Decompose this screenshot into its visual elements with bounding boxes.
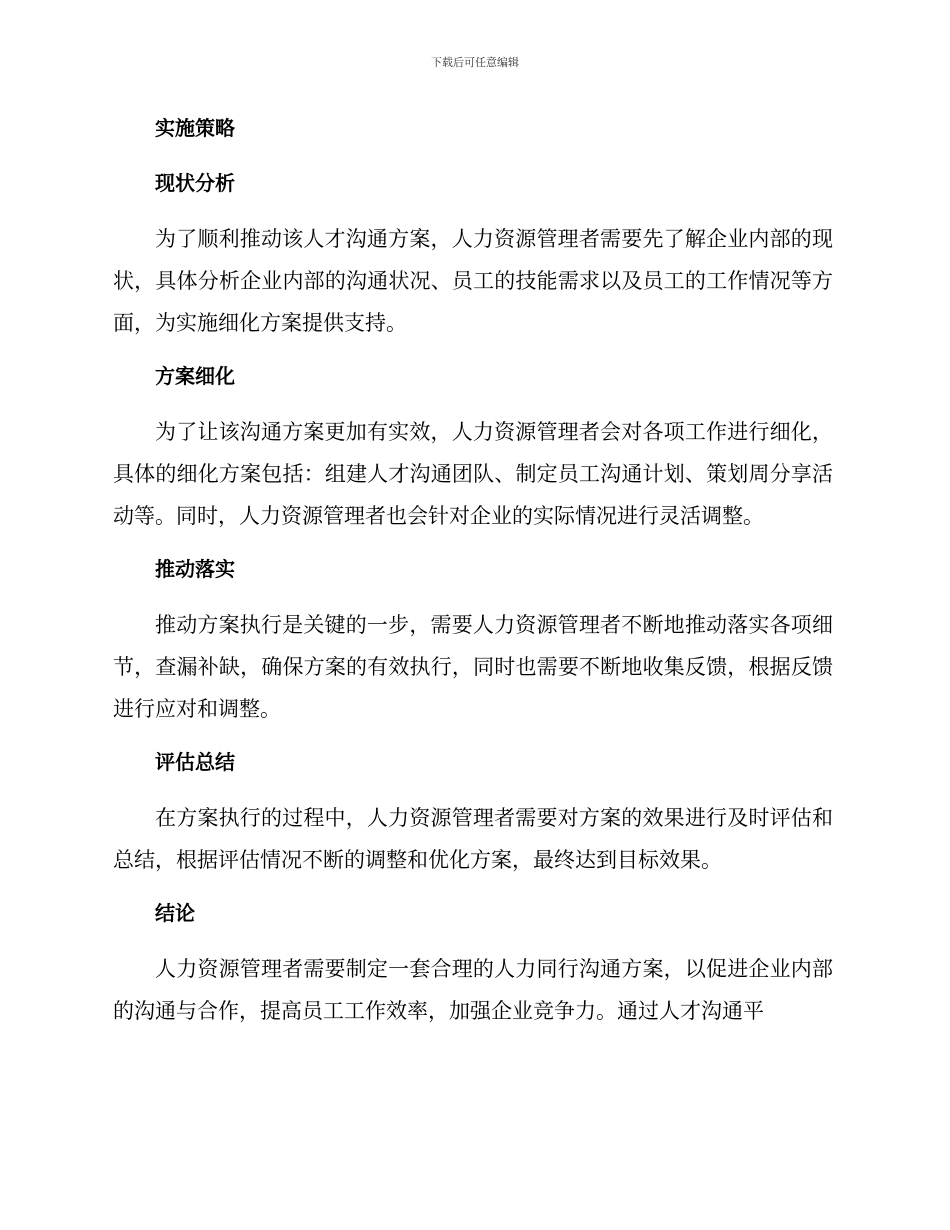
section-heading-plan-detail: 方案细化 — [155, 364, 235, 388]
section-body-evaluation: 在方案执行的过程中，人力资源管理者需要对方案的效果进行及时评估和总结，根据评估情况不断的调整和优化方案，最终达到目标效果。 — [113, 806, 833, 872]
section-heading-status-analysis: 现状分析 — [155, 171, 235, 195]
section-body-plan-detail: 为了让该沟通方案更加有实效，人力资源管理者会对各项工作进行细化，具体的细化方案包括：组建人才沟通团队、制定员工沟通计划、策划周分享活动等。同时，人力资源管理者也会针对企业的实际情况进行灵活调整。 — [113, 420, 833, 528]
section-heading-strategy: 实施策略 — [155, 116, 235, 140]
section-body-status-analysis: 为了顺利推动该人才沟通方案，人力资源管理者需要先了解企业内部的现状，具体分析企业内部的沟通状况、员工的技能需求以及员工的工作情况等方面，为实施细化方案提供支持。 — [113, 227, 833, 335]
section-heading-conclusion: 结论 — [155, 901, 195, 925]
header-note: 下载后可任意编辑 — [431, 56, 519, 69]
section-body-implementation: 推动方案执行是关键的一步，需要人力资源管理者不断地推动落实各项细节，查漏补缺，确保方案的有效执行，同时也需要不断地收集反馈，根据反馈进行应对和调整。 — [113, 613, 833, 721]
section-heading-evaluation: 评估总结 — [155, 750, 235, 774]
section-heading-implementation: 推动落实 — [155, 557, 235, 581]
section-body-conclusion: 人力资源管理者需要制定一套合理的人力同行沟通方案，以促进企业内部的沟通与合作，提高员工工作效率，加强企业竞争力。通过人才沟通平 — [113, 957, 833, 1023]
document-content — [113, 108, 833, 1032]
